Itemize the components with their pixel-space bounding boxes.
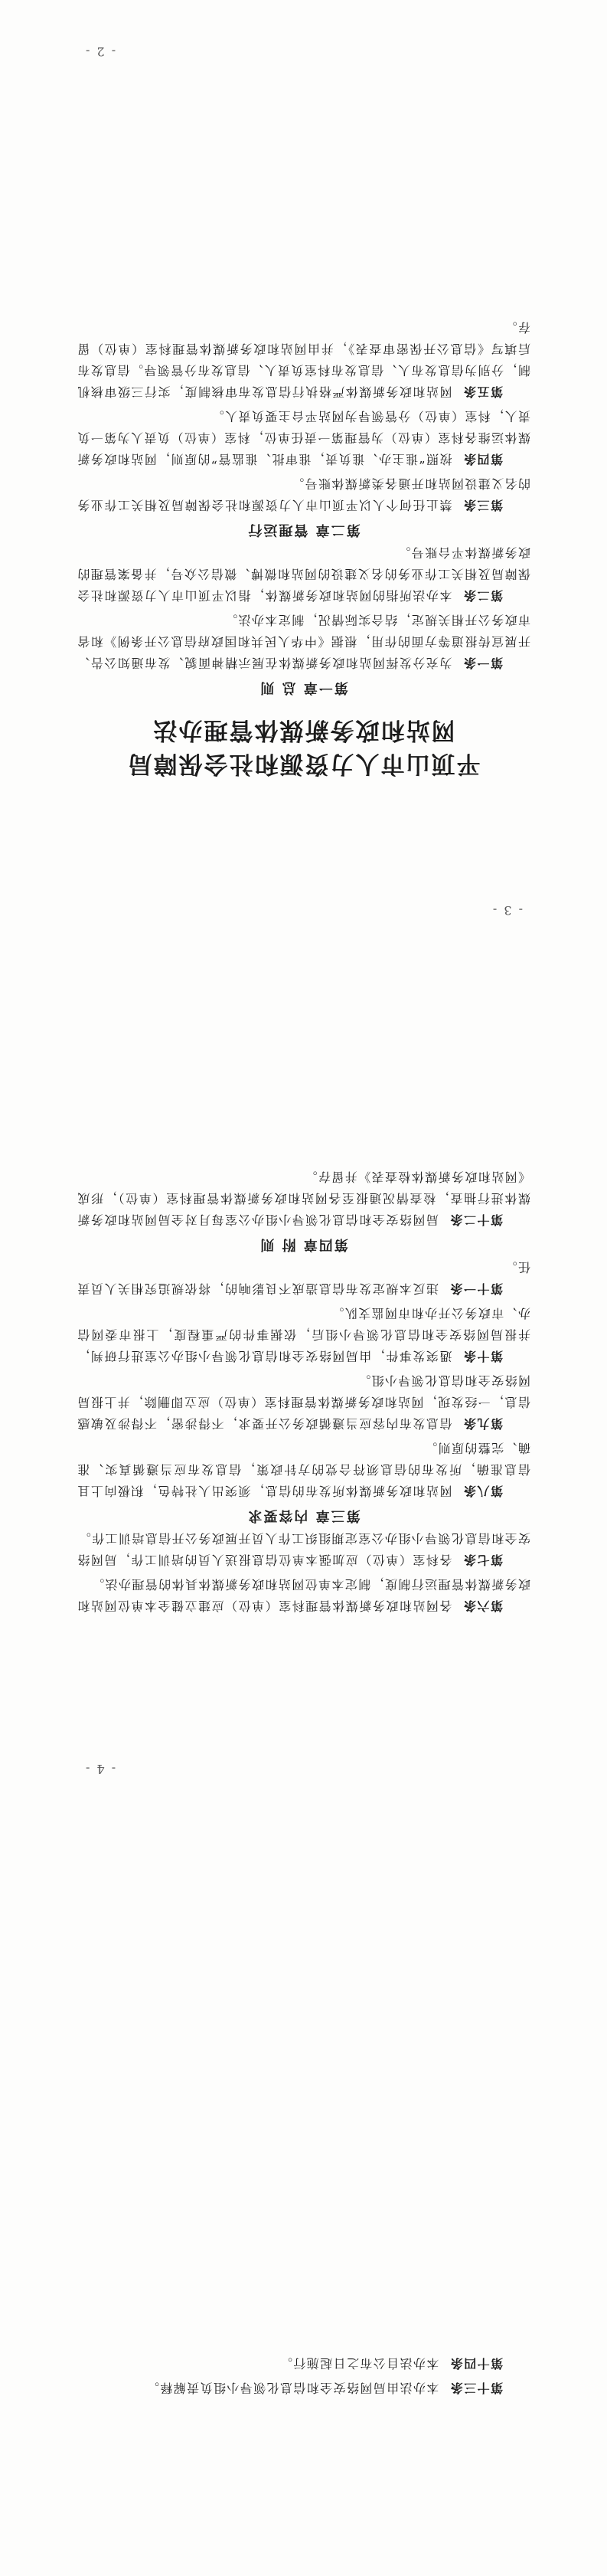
chapter-heading: 第四章 附 则 [259,1236,348,1252]
title-line: 网站和政务新媒体管理办法 [152,716,455,744]
article-number: 第十三条 [449,2381,503,2395]
article-1 [77,609,530,673]
article-7 [77,1527,530,1570]
document-title [77,713,530,781]
article-number: 第十四条 [449,2356,503,2371]
article-number: 第五条 [462,385,503,399]
article-3 [77,473,530,516]
document-page [0,1717,607,2576]
article-number: 第六条 [462,1599,503,1613]
article-number: 第十一条 [449,1281,503,1296]
article-14 [77,2352,530,2374]
article-text: 本办法由局网络安全和信息化领导小组负责解释。 [145,2381,439,2395]
article-text: 违反本规定发布信息造成不良影响的，将依规追究相关人员责任。 [77,1260,530,1296]
article-10 [77,1302,530,1367]
article-11 [77,1256,530,1299]
article-number: 第九条 [462,1416,503,1431]
title-line: 平顶山市人力资源和社会保障局 [126,750,481,777]
article-number: 第十二条 [449,1213,503,1227]
article-text: 网站和政务新媒体所发布的信息，须突出人社特色，积极向上且信息准确，所发布的信息须符合党的方针政策，信息发布应当遵循真实、准确、完整的原则。 [77,1441,530,1498]
article-text: 本办法所指的网站和政务新媒体，指以平顶山市人力资源和社会保障局及相关工作业务的名义建设的网站和微博、微信公众号，并备案管理的政务新媒体平台账号。 [77,545,530,603]
article-number: 第四条 [462,452,503,466]
article-text: 本办法自公布之日起施行。 [279,2356,439,2371]
article-13 [77,2377,530,2398]
article-8 [77,1437,530,1501]
article-number: 第十条 [462,1349,503,1363]
article-text: 为充分发挥网站和政务新媒体在展示精神面貌、发布通知公告、开展宣传报道等方面的作用，根据《中华人民共和国政府信息公开条例》和省市政务公开相关规定，结合实际情况，制定本办法。 [77,613,530,670]
article-number: 第一条 [462,656,503,670]
article-6 [77,1573,530,1616]
page-number: - 3 - [491,903,523,918]
page-number: - 4 - [84,1762,116,1776]
article-text: 遇突发事件，由局网络安全和信息化领导小组办公室进行研判，并报局网络安全和信息化领导小组后，依据事件的严重程度，上报市委网信办、市政务公开办和市网监支队。 [77,1306,530,1363]
article-12 [77,1166,530,1230]
chapter-heading: 第二章 管理运行 [246,522,361,538]
article-5 [77,316,530,402]
article-number: 第八条 [462,1484,503,1498]
article-number: 第三条 [462,498,503,512]
article-text: 各科室（单位）应加强本单位信息报送人员的培训工作，局网络安全和信息化领导小组办公室定期组织工作人员开展政务公开信息培训工作。 [77,1531,530,1567]
document-page [0,0,607,859]
article-9 [77,1370,530,1434]
article-2 [77,542,530,606]
chapter-heading: 第三章 内容要求 [246,1507,361,1524]
article-number: 第七条 [462,1553,503,1567]
article-text: 按照“谁主办、谁负责，谁审批、谁监管”的原则，网站和政务新媒体运维各科室（单位）为管理第一责任单位，科室（单位）负责人为第一负责人，科室（单位）分管领导为网站平台主要负责人。 [76,409,530,466]
article-4 [77,405,530,470]
article-number: 第二条 [462,588,503,603]
document-page [0,859,607,1717]
chapter-heading: 第一章 总 则 [259,679,348,696]
page-number: - 2 - [84,44,116,59]
article-text: 各网站和政务新媒体管理科室（单位）应建立健全本单位网站和政务新媒体管理运行制度，制定本单位网站和政务新媒体具体的管理办法。 [77,1577,530,1613]
article-text: 局网络安全和信息化领导小组办公室每月对全局网站和政务新媒体进行抽查，检查情况通报至各网站和政务新媒体管理科室（单位），形成《网站和政务新媒体检查表》并留存。 [77,1170,530,1227]
article-text: 信息发布内容应当遵循政务公开要求，不得涉密，不得涉及敏感信息，一经发现，网站和政务新媒体管理科室（单位）应立即删除，并上报局网络安全和信息化领导小组。 [77,1373,530,1431]
article-text: 禁止任何个人以平顶山市人力资源和社会保障局及相关工作业务的名义建设网站和开通各类新媒体账号。 [77,476,530,512]
article-text: 网站和政务新媒体严格执行信息发布审核制度，实行三级审核机制，分别为信息发布人、信息发布科室负责人、信息发布分管领导。信息发布后填写《信息公开保密审查表》，并由网站和政务新媒体管理科室（单位）留存。 [77,320,530,399]
